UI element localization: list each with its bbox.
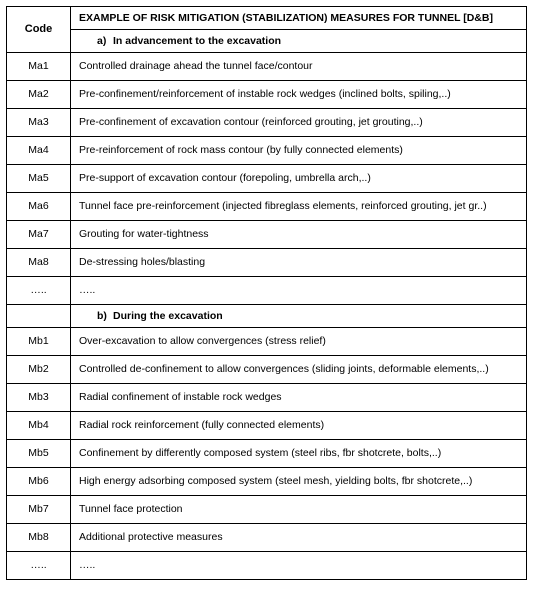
- measure-code: Mb7: [7, 496, 71, 524]
- measure-description: De-stressing holes/blasting: [71, 249, 527, 277]
- measure-description: …..: [71, 277, 527, 305]
- measure-code: …..: [7, 277, 71, 305]
- measure-code: Mb2: [7, 356, 71, 384]
- table-row: [7, 440, 527, 468]
- table-header-row: [7, 7, 527, 30]
- section-label: a): [97, 34, 107, 47]
- measure-code: Ma1: [7, 53, 71, 81]
- table-row: [7, 356, 527, 384]
- measure-description: Over-excavation to allow convergences (stress relief): [71, 328, 527, 356]
- measure-code: Ma2: [7, 81, 71, 109]
- measure-code: Ma4: [7, 137, 71, 165]
- measure-code: Mb1: [7, 328, 71, 356]
- table-row: [7, 137, 527, 165]
- table-row: [7, 496, 527, 524]
- table-row: [7, 221, 527, 249]
- measure-code: Ma6: [7, 193, 71, 221]
- measure-code: Ma7: [7, 221, 71, 249]
- section-header: [71, 30, 527, 53]
- measure-description: Tunnel face pre-reinforcement (injected fibreglass elements, reinforced grouting, jet gr..): [71, 193, 527, 221]
- table-row: [7, 468, 527, 496]
- table-row: [7, 328, 527, 356]
- table-row: [7, 552, 527, 580]
- measure-code: Ma8: [7, 249, 71, 277]
- measure-description: Radial confinement of instable rock wedges: [71, 384, 527, 412]
- section-label: b): [97, 309, 107, 322]
- table-row: [7, 165, 527, 193]
- measure-code: …..: [7, 552, 71, 580]
- measure-code: Ma5: [7, 165, 71, 193]
- measure-description: Pre-support of excavation contour (forepoling, umbrella arch,..): [71, 165, 527, 193]
- measure-code: Ma3: [7, 109, 71, 137]
- measure-description: High energy adsorbing composed system (steel mesh, yielding bolts, fbr shotcrete,..): [71, 468, 527, 496]
- measure-code: Mb5: [7, 440, 71, 468]
- measure-description: …..: [71, 552, 527, 580]
- measure-code: Mb8: [7, 524, 71, 552]
- measure-code: Mb6: [7, 468, 71, 496]
- table-row: [7, 193, 527, 221]
- section-header-row: [7, 305, 527, 328]
- measure-description: Confinement by differently composed system (steel ribs, fbr shotcrete, bolts,..): [71, 440, 527, 468]
- table-body: [7, 7, 527, 580]
- measure-description: Radial rock reinforcement (fully connected elements): [71, 412, 527, 440]
- section-header-row: [7, 30, 527, 53]
- table-row: [7, 53, 527, 81]
- table-row: [7, 412, 527, 440]
- section-header: [71, 305, 527, 328]
- measure-description: Pre-confinement/reinforcement of instable rock wedges (inclined bolts, spiling,..): [71, 81, 527, 109]
- table-row: [7, 81, 527, 109]
- measure-code: Mb3: [7, 384, 71, 412]
- table-row: [7, 277, 527, 305]
- measure-code: Mb4: [7, 412, 71, 440]
- measure-description: Additional protective measures: [71, 524, 527, 552]
- code-column-header: Code: [7, 7, 71, 53]
- measure-description: Pre-confinement of excavation contour (reinforced grouting, jet grouting,..): [71, 109, 527, 137]
- table-row: [7, 384, 527, 412]
- measure-description: Grouting for water-tightness: [71, 221, 527, 249]
- measure-description: Pre-reinforcement of rock mass contour (by fully connected elements): [71, 137, 527, 165]
- section-title: In advancement to the excavation: [113, 34, 282, 47]
- table-row: [7, 524, 527, 552]
- table-row: [7, 109, 527, 137]
- measure-description: Controlled de-confinement to allow convergences (sliding joints, deformable elements,..): [71, 356, 527, 384]
- measure-description: Tunnel face protection: [71, 496, 527, 524]
- table-row: [7, 249, 527, 277]
- section-title: During the excavation: [113, 309, 223, 322]
- document: [6, 6, 526, 580]
- table-title: EXAMPLE OF RISK MITIGATION (STABILIZATION) MEASURES FOR TUNNEL [D&B]: [71, 7, 527, 30]
- section-code-cell: [7, 305, 71, 328]
- mitigation-measures-table: [6, 6, 527, 580]
- measure-description: Controlled drainage ahead the tunnel face/contour: [71, 53, 527, 81]
